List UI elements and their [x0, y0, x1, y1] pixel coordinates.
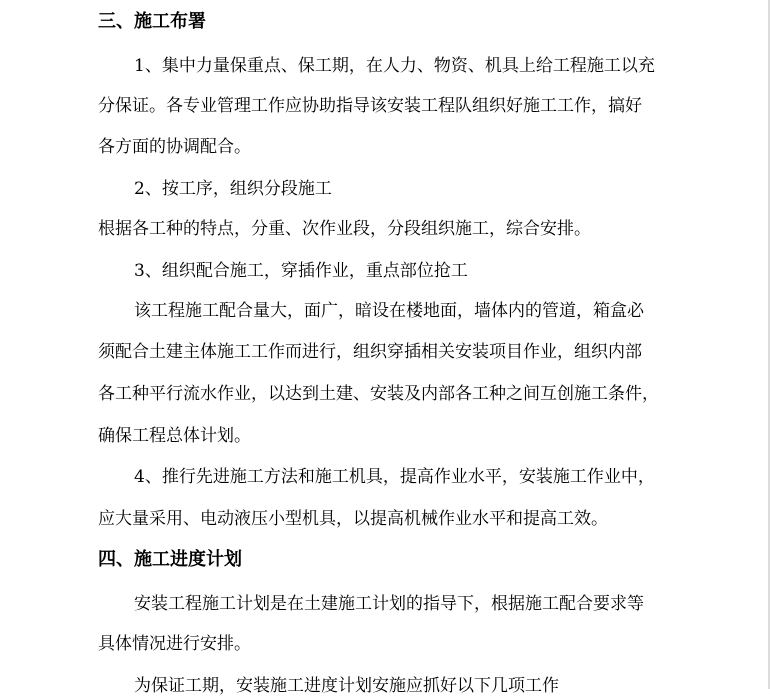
- paragraph-3-body-line-2: 须配合土建主体施工工作而进行，组织穿插相关安装项目作业，组织内部: [98, 342, 642, 362]
- paragraph-4-line-2: 应大量采用、电动液压小型机具，以提高机械作业水平和提高工效。: [98, 509, 608, 529]
- section-3-heading: 三、施工布署: [98, 11, 206, 32]
- section-4-line-2: 具体情况进行安排。: [98, 634, 251, 654]
- section-4-line-1: 安装工程施工计划是在土建施工计划的指导下，根据施工配合要求等: [134, 594, 644, 614]
- paragraph-4-line-1: 4、推行先进施工方法和施工机具，提高作业水平，安装施工作业中，: [134, 467, 655, 487]
- paragraph-1-line-2: 分保证。各专业管理工作应协助指导该安装工程队组织好施工工作，搞好: [98, 96, 642, 116]
- paragraph-3-body-line-3: 各工种平行流水作业，以达到土建、安装及内部各工种之间互创施工条件，: [98, 384, 659, 404]
- paragraph-2-line-1: 根据各工种的特点，分重、次作业段，分段组织施工，综合安排。: [98, 219, 591, 239]
- paragraph-1-line-3: 各方面的协调配合。: [98, 137, 251, 157]
- paragraph-1-line-1: 1、集中力量保重点、保工期，在人力、物资、机具上给工程施工以充: [134, 56, 655, 76]
- paragraph-3-title: 3、组织配合施工，穿插作业，重点部位抢工: [134, 261, 468, 281]
- section-4-heading: 四、施工进度计划: [98, 549, 242, 570]
- paragraph-2-title: 2、按工序，组织分段施工: [134, 179, 332, 199]
- section-4-line-3-partial: 为保证工期，安装施工进度计划安施应抓好以下几项工作: [134, 676, 559, 696]
- paragraph-3-body-line-1: 该工程施工配合量大，面广，暗设在楼地面，墙体内的管道，箱盒必: [134, 301, 644, 321]
- paragraph-3-body-line-4: 确保工程总体计划。: [98, 426, 251, 446]
